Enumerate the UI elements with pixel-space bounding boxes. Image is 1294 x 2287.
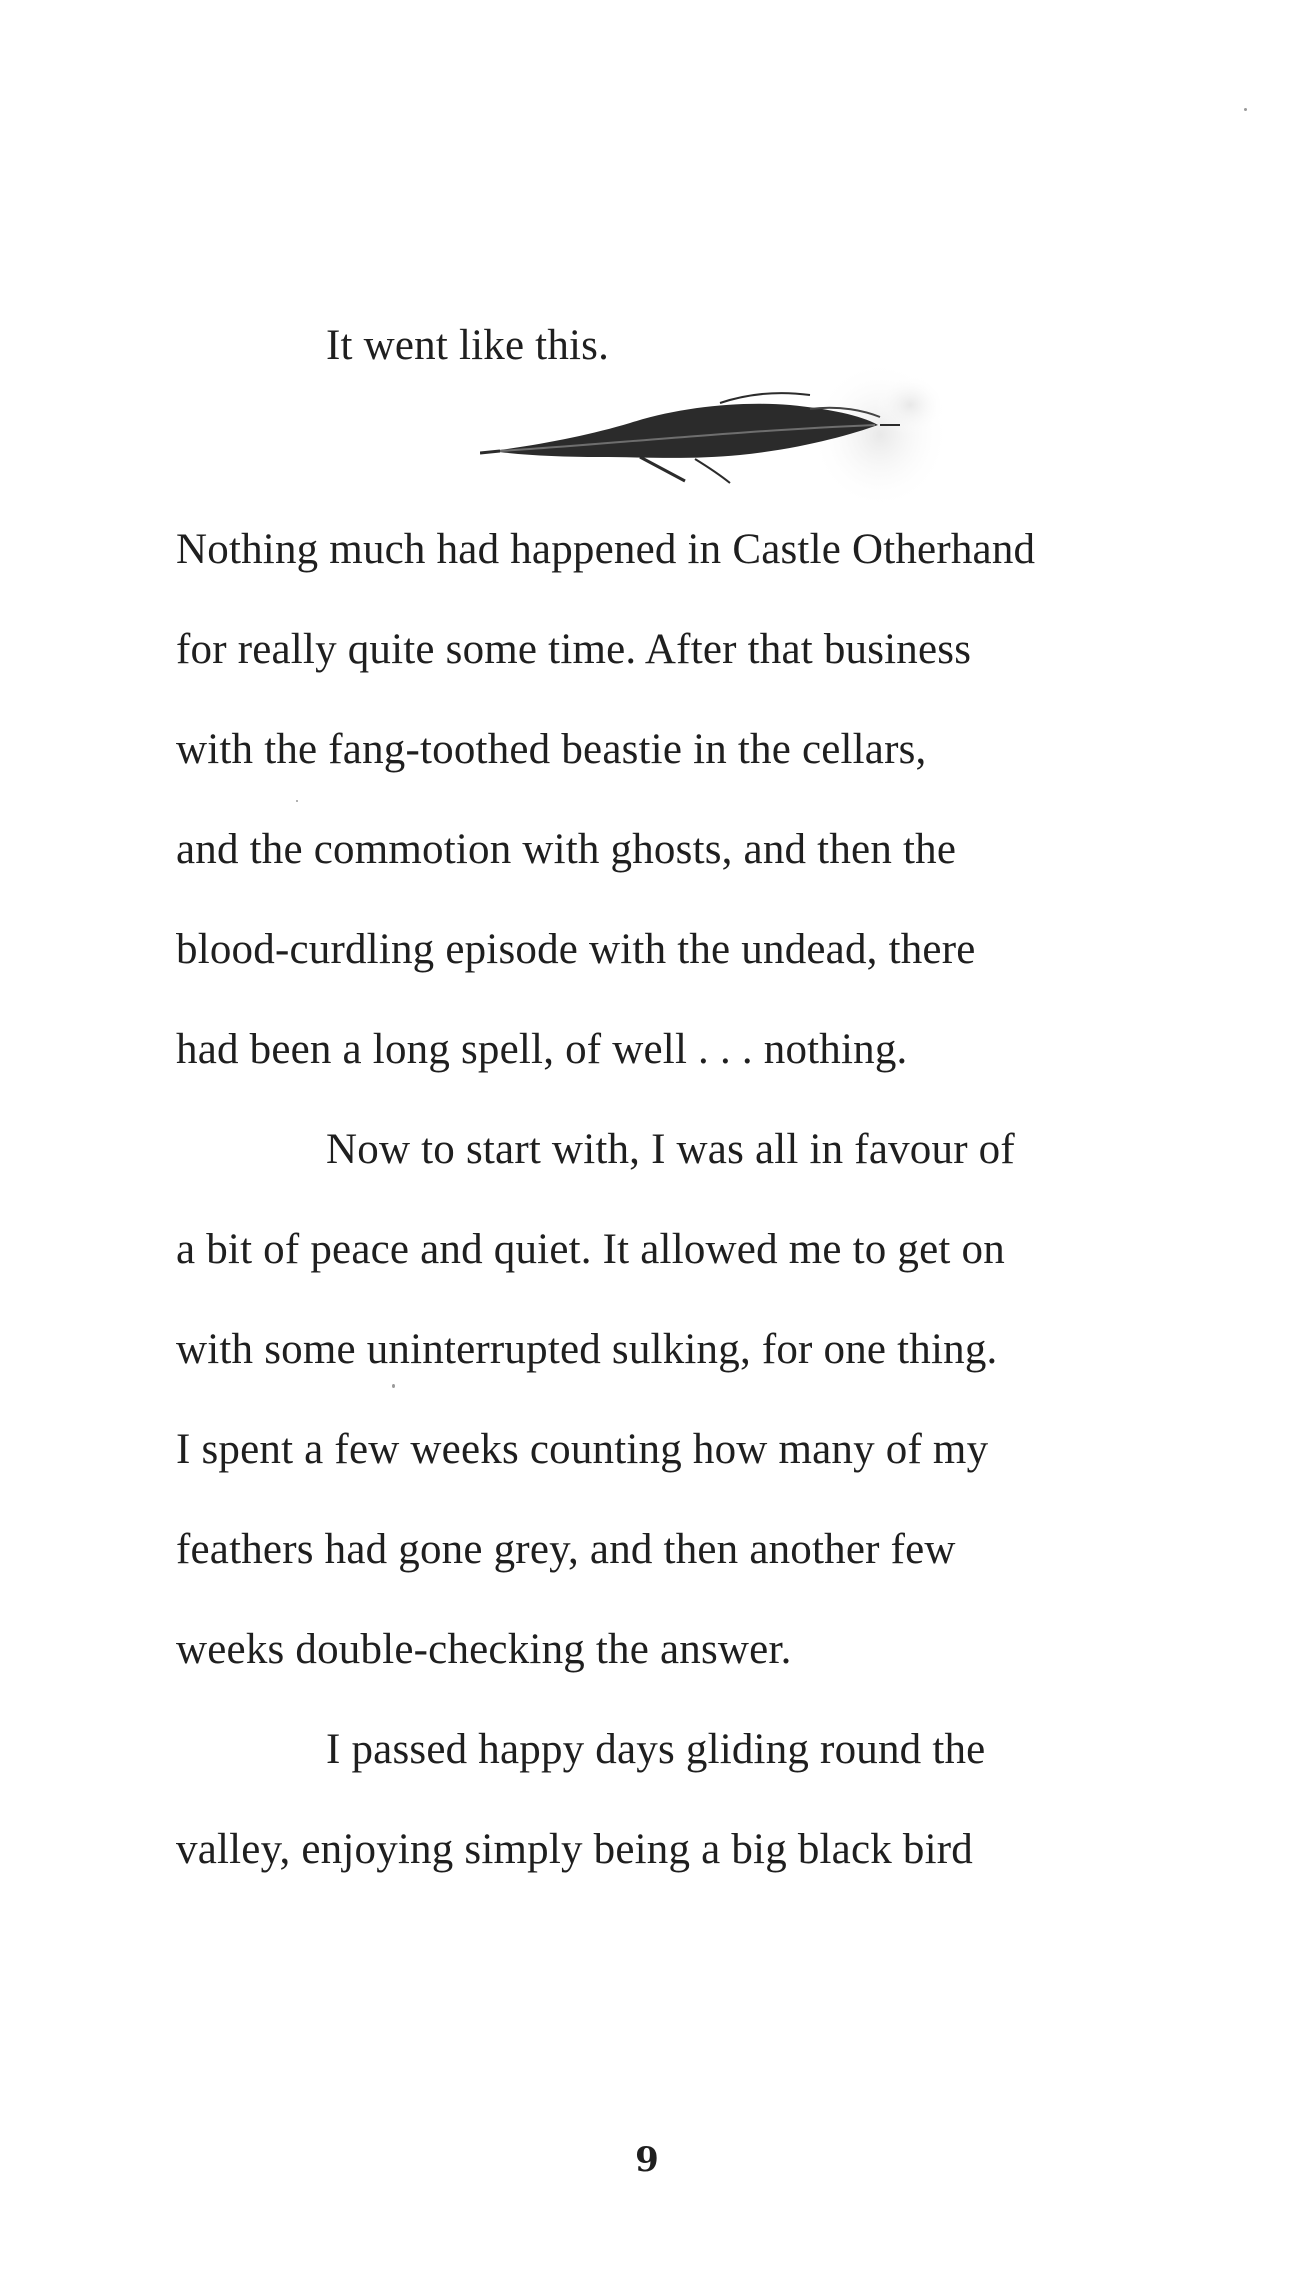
text-line: and the commotion with ghosts, and then the — [176, 826, 957, 873]
text-line: valley, enjoying simply being a big black bird — [176, 1826, 973, 1873]
text-line: feathers had gone grey, and then another few — [176, 1526, 956, 1573]
text-line: I passed happy days gliding round the — [326, 1726, 986, 1773]
text-line: I spent a few weeks counting how many of my — [176, 1426, 989, 1473]
paper-speck — [1244, 108, 1247, 111]
text-line: Now to start with, I was all in favour of — [326, 1126, 1015, 1173]
text-line: with some uninterrupted sulking, for one thing. — [176, 1326, 998, 1373]
text-line: a bit of peace and quiet. It allowed me to get on — [176, 1226, 1005, 1273]
opening-line: It went like this. — [326, 322, 610, 369]
text-line: with the fang-toothed beastie in the cellars, — [176, 726, 927, 773]
text-line: blood-curdling episode with the undead, there — [176, 926, 976, 973]
text-line: had been a long spell, of well . . . nothing. — [176, 1026, 908, 1073]
text-line: for really quite some time. After that business — [176, 626, 972, 673]
text-line: weeks double-checking the answer. — [176, 1626, 792, 1673]
page-number: 9 — [635, 2140, 659, 2180]
text-line: Nothing much had happened in Castle Otherhand — [176, 526, 1036, 573]
paper-speck — [296, 800, 298, 802]
paper-speck — [392, 1384, 395, 1388]
feather-icon — [480, 365, 960, 515]
